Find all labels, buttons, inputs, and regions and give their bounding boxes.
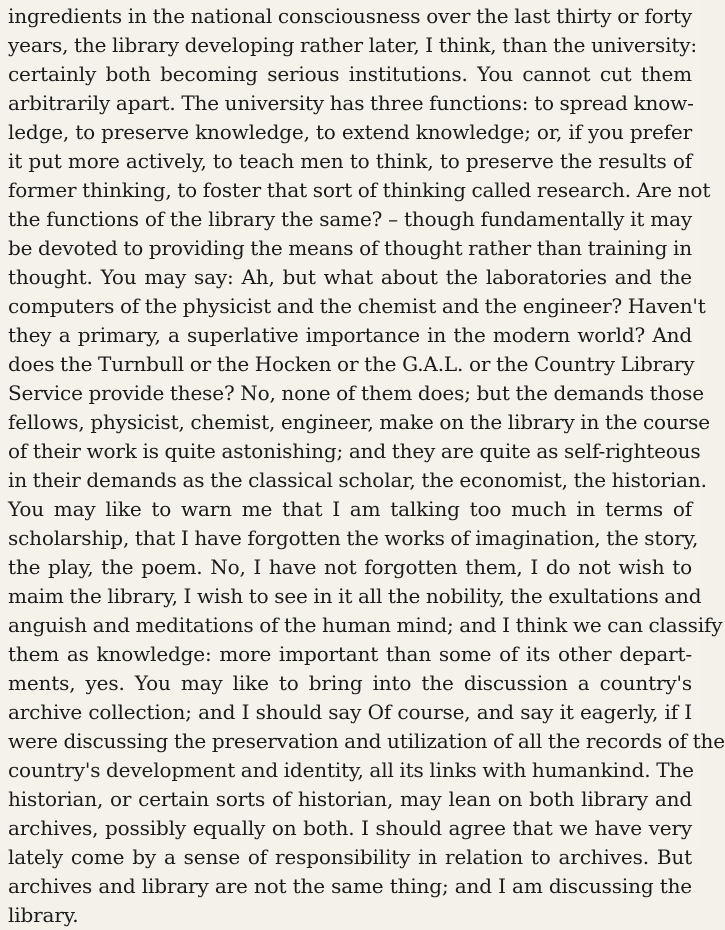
text-line: maim the library, I wish to see in it all the nobility, the exultations and: [8, 584, 702, 608]
text-line: arbitrarily apart. The university has three functions: to spread know-: [8, 91, 694, 115]
text-line: in their demands as the classical scholar, the economist, the historian.: [8, 468, 707, 492]
text-line: does the Turnbull or the Hocken or the G.A.L. or the Country Library: [8, 352, 695, 376]
text-line: ments, yes. You may like to bring into the discussion a country's: [8, 671, 692, 695]
text-line: country's development and identity, all its links with humankind. The: [8, 758, 694, 782]
text-line: them as knowledge: more important than some of its other depart-: [8, 642, 692, 666]
text-line: years, the library developing rather later, I think, than the university:: [8, 33, 698, 57]
text-line: Service provide these? No, none of them does; but the demands those: [8, 381, 704, 405]
text-line: archives and library are not the same thing; and I am discussing the: [8, 874, 692, 898]
text-line: lately come by a sense of responsibility in relation to archives. But: [8, 845, 692, 869]
text-line: anguish and meditations of the human mind; and I think we can classify: [8, 613, 723, 637]
text-line: archive collection; and I should say Of course, and say it eagerly, if I: [8, 700, 692, 724]
text-line: the functions of the library the same? – though fundamentally it may: [8, 207, 692, 231]
text-line: former thinking, to foster that sort of thinking called research. Are not: [8, 178, 711, 202]
text-line: ledge, to preserve knowledge, to extend knowledge; or, if you prefer: [8, 120, 692, 144]
text-line: archives, possibly equally on both. I should agree that we have very: [8, 816, 692, 840]
text-line: ingredients in the national consciousness over the last thirty or forty: [8, 4, 692, 28]
text-line: be devoted to providing the means of thought rather than training in: [8, 236, 692, 260]
text-line: they a primary, a superlative importance in the modern world? And: [8, 323, 692, 347]
text-line: fellows, physicist, chemist, engineer, make on the library in the course: [8, 410, 710, 434]
text-line: computers of the physicist and the chemist and the engineer? Haven't: [8, 294, 706, 318]
text-line: scholarship, that I have forgotten the works of imagination, the story,: [8, 526, 699, 550]
text-line: of their work is quite astonishing; and they are quite as self-righteous: [8, 439, 701, 463]
text-line: it put more actively, to teach men to think, to preserve the results of: [8, 149, 692, 173]
body-paragraph: [8, 2, 725, 930]
text-line: historian, or certain sorts of historian, may lean on both library and: [8, 787, 692, 811]
text-line: the play, the poem. No, I have not forgotten them, I do not wish to: [8, 555, 692, 579]
text-line: were discussing the preservation and utilization of all the records of the: [8, 729, 725, 753]
text-line: library.: [8, 903, 79, 927]
text-line: You may like to warn me that I am talking too much in terms of: [8, 497, 692, 521]
text-line: certainly both becoming serious institutions. You cannot cut them: [8, 62, 692, 86]
text-line: thought. You may say: Ah, but what about the laboratories and the: [8, 265, 692, 289]
